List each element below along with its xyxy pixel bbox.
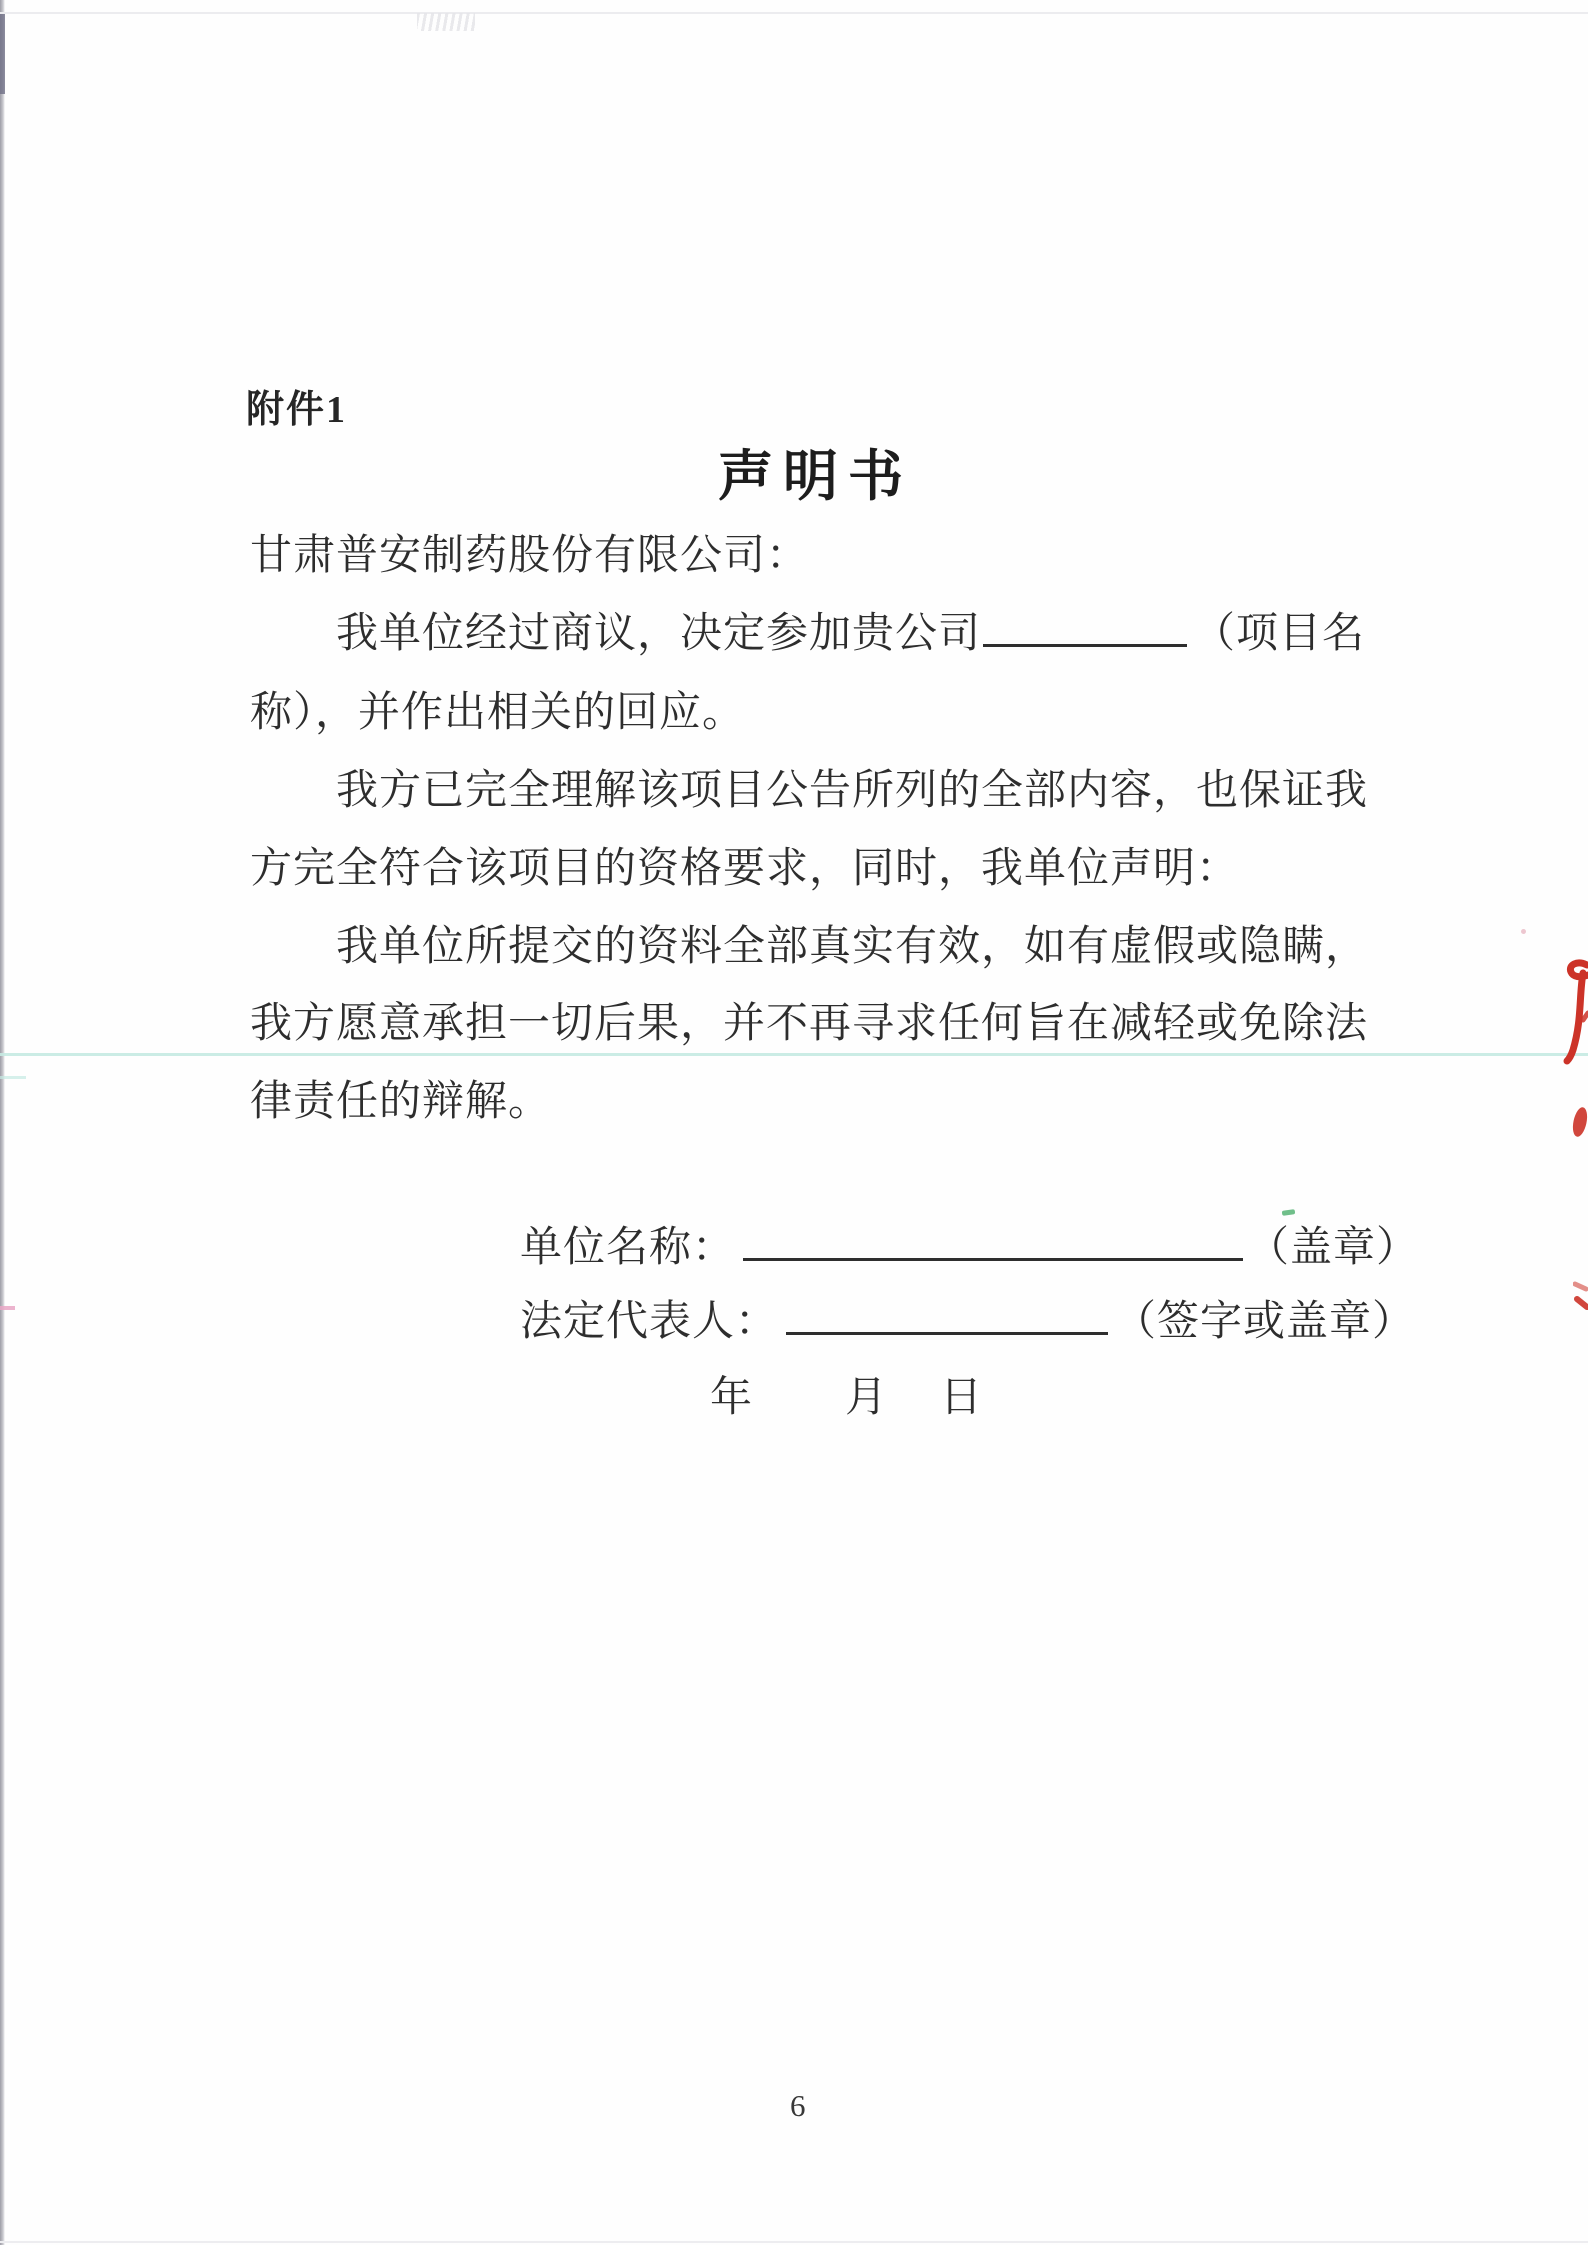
date-day-label: 日 bbox=[940, 1375, 984, 1421]
company-name-label: 单位名称： bbox=[520, 1225, 736, 1271]
paragraph3-line1: 我单位所提交的资料全部真实有效，如有虚假或隐瞒， bbox=[336, 924, 1369, 970]
project-name-blank[interactable] bbox=[983, 604, 1187, 647]
paragraph1-line1 bbox=[336, 600, 1365, 660]
paragraph3-line3: 律责任的辩解。 bbox=[250, 1079, 552, 1125]
scan-bottom-edge-line bbox=[0, 2241, 1588, 2243]
seal-dot-fragment-icon bbox=[1571, 1101, 1588, 1143]
scan-top-edge-line bbox=[0, 12, 1588, 14]
legal-rep-suffix: （签字或盖章） bbox=[1114, 1299, 1416, 1345]
scan-edge-left-dark-segment bbox=[0, 12, 5, 94]
salutation-line: 甘肃普安制药股份有限公司： bbox=[250, 533, 810, 579]
company-name-blank[interactable] bbox=[743, 1218, 1243, 1261]
paragraph1-line1-text: 我单位经过商议，决定参加贵公司 bbox=[336, 611, 982, 657]
seal-small-fragment-icon bbox=[1573, 1280, 1588, 1310]
date-month-label: 月 bbox=[845, 1375, 889, 1421]
date-year-label: 年 bbox=[710, 1375, 754, 1421]
paragraph2-line2: 方完全符合该项目的资格要求，同时，我单位声明： bbox=[250, 846, 1240, 892]
scan-pink-artifact-tick bbox=[0, 1306, 15, 1310]
attachment-label: 附件1 bbox=[246, 389, 348, 431]
paragraph2-line1: 我方已完全理解该项目公告所列的全部内容，也保证我 bbox=[336, 768, 1369, 814]
scan-pink-speck bbox=[1521, 929, 1526, 934]
paragraph3-line2: 我方愿意承担一切后果，并不再寻求任何旨在减轻或免除法 bbox=[250, 1001, 1369, 1047]
scan-smudge bbox=[417, 13, 475, 31]
paragraph1-line1-tail: （项目名 bbox=[1193, 611, 1366, 657]
signature-company-row bbox=[520, 1214, 1419, 1274]
signature-date-row bbox=[710, 1364, 983, 1424]
legal-rep-label: 法定代表人： bbox=[520, 1299, 779, 1345]
paragraph1-line2: 称），并作出相关的回应。 bbox=[250, 690, 746, 736]
page-title: 声明书 bbox=[718, 446, 914, 507]
scan-edge-left-line bbox=[0, 0, 5, 2245]
signature-legal-rep-row bbox=[520, 1288, 1415, 1348]
scan-teal-artifact-tick bbox=[0, 1076, 26, 1079]
legal-rep-blank[interactable] bbox=[786, 1292, 1108, 1335]
page-number: 6 bbox=[790, 2088, 807, 2123]
company-seal-suffix: （盖章） bbox=[1247, 1225, 1420, 1271]
scan-teal-artifact-line bbox=[0, 1053, 1588, 1056]
seal-stamp-fragment-icon bbox=[1562, 958, 1588, 1066]
